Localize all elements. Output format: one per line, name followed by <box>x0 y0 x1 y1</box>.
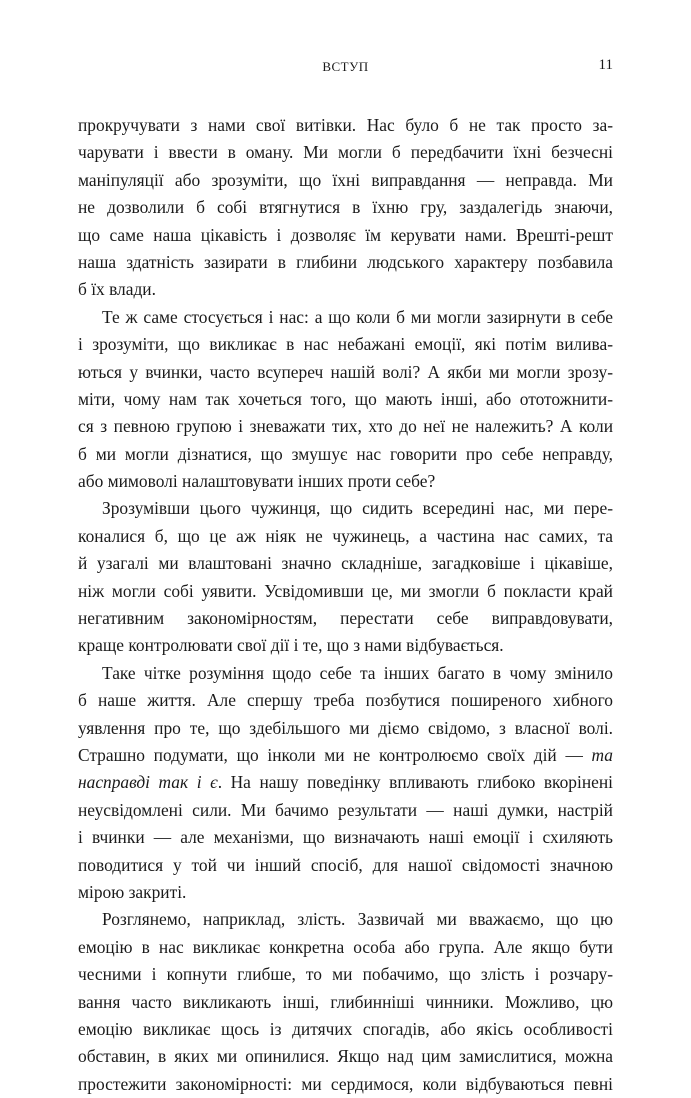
text-line: емоцію в нас викликає конкретна особа або група. Але якщо бути <box>78 936 613 957</box>
text-line: емоцію викликає щось із дитячих спогадів, або якісь особливості <box>78 1018 613 1039</box>
text-line: Розглянемо, наприклад, злість. Зазвичай ми вважаємо, що цю <box>102 909 613 930</box>
text-line: ся з певною групою і зневажати тих, хто до неї не належить? А коли <box>78 416 613 437</box>
text-line: краще контролювати свої дії і те, що з нами відбувається. <box>78 635 504 656</box>
italic-segment: та <box>591 744 613 765</box>
text-line: що саме наша цікавість і дозволяє їм керувати нами. Врешті-решт <box>78 224 613 245</box>
text-line: маніпуляції або зрозуміти, що їхні виправдання — неправда. Ми <box>78 169 613 190</box>
text-segment: . На нашу поведінку впливають глибоко вкорінені <box>217 772 613 793</box>
section-title: ВСТУП <box>322 59 369 74</box>
text-line: уявлення про те, що здебільшого ми діємо свідомо, з власної волі. <box>78 717 613 738</box>
text-line: і зрозуміти, що викликає в нас небажані емоції, які потім вилива- <box>78 334 613 355</box>
text-line: ються у вчинки, часто всупереч нашій волі? А якби ми могли зрозу- <box>78 361 613 382</box>
text-line: Те ж саме стосується і нас: а що коли б ми могли зазирнути в себе <box>102 306 613 327</box>
page-number: 11 <box>598 57 613 73</box>
text-line: не дозволили б собі втягнутися в їхню гру, заздалегідь знаючи, <box>78 197 613 218</box>
text-line: обставин, в яких ми опинилися. Якщо над цим замислитися, можна <box>78 1046 613 1067</box>
text-line: чарувати і ввести в оману. Ми могли б передбачити їхні безчесні <box>78 142 613 163</box>
text-line: б їх влади. <box>78 279 156 300</box>
text-line: й узагалі ми влаштовані значно складніше, загадковіше і цікавіше, <box>78 553 613 574</box>
text-line: мірою закриті. <box>78 881 187 902</box>
text-line: б ми могли дізнатися, що змушує нас говорити про себе неправду, <box>78 443 613 464</box>
text-line: чесними і копнути глибше, то ми побачимо, що злість і розчару- <box>78 964 613 985</box>
page-body <box>78 112 613 1098</box>
italic-segment: насправді так і є <box>78 772 218 793</box>
text-line: міти, чому нам так хочеться того, що мають інші, або ототожнити- <box>78 388 613 409</box>
text-line: поводитися у той чи інший спосіб, для нашої свідомості значною <box>78 854 613 875</box>
text-line: простежити закономірності: ми сердимося, коли відбуваються певні <box>78 1073 613 1094</box>
text-segment: Страшно подумати, що інколи ми не контролюємо своїх дій — <box>78 744 592 765</box>
text-line: і вчинки — але механізми, що визначають наші емоції і схиляють <box>78 827 613 848</box>
text-line: негативним закономірностям, перестати себе виправдовувати, <box>78 608 613 629</box>
text-line: або мимоволі налаштовувати інших проти себе? <box>78 471 436 492</box>
text-line: вання часто викликають інші, глибинніші чинники. Можливо, цю <box>78 991 613 1012</box>
text-line: коналися б, що це аж ніяк не чужинець, а частина нас самих, та <box>78 525 613 546</box>
text-line: неусвідомлені сили. Ми бачимо результати — наші думки, настрій <box>78 799 613 820</box>
running-head <box>78 57 613 77</box>
text-line: прокручувати з нами свої витівки. Нас було б не так просто за- <box>78 115 613 135</box>
text-line: б наше життя. Але спершу треба позбутися поширеного хибного <box>78 690 613 711</box>
text-line: Таке чітке розуміння щодо себе та інших багато в чому змінило <box>102 662 613 683</box>
text-line: наша здатність зазирати в глибини людського характеру позбавила <box>78 251 613 272</box>
text-line-mixed <box>78 742 613 769</box>
text-line: ніж могли собі уявити. Усвідомивши це, ми змогли б покласти край <box>78 580 613 601</box>
text-line-mixed <box>78 769 613 796</box>
text-line: Зрозумівши цього чужинця, що сидить всередині нас, ми пере- <box>102 498 613 519</box>
